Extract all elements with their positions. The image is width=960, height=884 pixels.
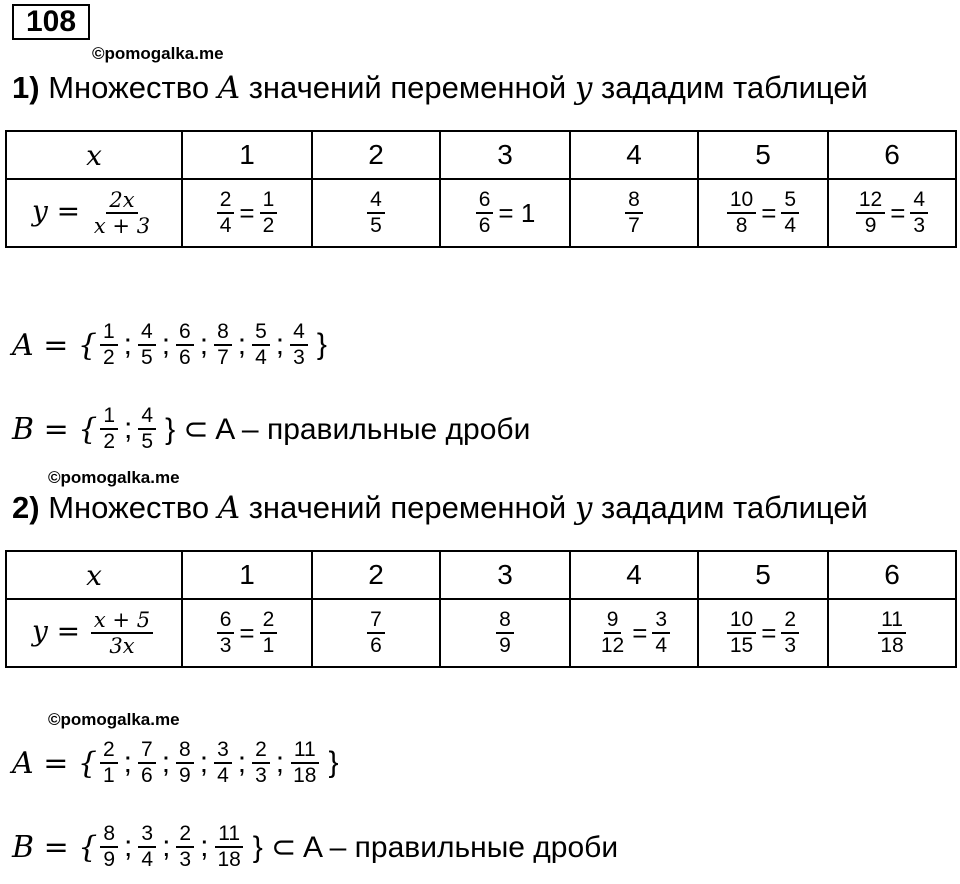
fraction-denominator: 3 [255, 764, 267, 787]
fraction [138, 738, 156, 788]
fraction-numerator: 3 [214, 738, 232, 764]
part1-x-cell: 3 [440, 131, 570, 179]
fraction-numerator: 1 [100, 404, 118, 430]
fraction-numerator: 5 [252, 320, 270, 346]
part2-y-formula-cell [6, 599, 182, 667]
fraction [910, 188, 928, 238]
fraction [138, 320, 156, 370]
fraction-numerator: 7 [367, 608, 385, 634]
fraction-denominator: 4 [655, 634, 668, 657]
fraction-numerator: 2 [260, 608, 278, 634]
fraction [214, 738, 232, 788]
set-suffix: } ⊂ A – правильные дроби [165, 412, 531, 446]
fraction-numerator: 5 [781, 188, 799, 214]
part1-y-cell [698, 179, 828, 247]
part1-heading-pre: Множество [39, 70, 218, 105]
fraction [290, 738, 319, 788]
fraction-numerator: 4 [138, 404, 156, 430]
part2-set-A [12, 738, 339, 788]
part1-set-letter: A [217, 70, 241, 106]
fraction-numerator: 6 [476, 188, 494, 214]
part2-y-cell [440, 599, 570, 667]
fraction-denominator: 18 [880, 634, 904, 657]
fraction [727, 188, 756, 238]
equals-sign: = [890, 197, 906, 228]
fraction-denominator: 3 [293, 346, 305, 369]
part2-x-row [6, 551, 956, 599]
fraction [476, 188, 494, 238]
set-prefix: A = { [12, 327, 97, 363]
part1-x-cell: 5 [698, 131, 828, 179]
fraction [260, 188, 278, 238]
fraction [367, 608, 385, 658]
fraction-denominator: 7 [628, 214, 640, 237]
fraction-numerator: 11 [215, 822, 243, 848]
part1-x-cell: 6 [828, 131, 956, 179]
fraction-denominator: 2 [103, 430, 116, 453]
fraction-numerator: 2 [100, 738, 118, 764]
fraction [100, 320, 118, 370]
set-prefix: B = { [12, 411, 98, 447]
fraction-numerator: 3 [652, 608, 670, 634]
fraction-denominator: 1 [262, 634, 275, 657]
part2-variable: y [574, 490, 593, 526]
separator: ; [275, 328, 285, 361]
part1-x-row [6, 131, 956, 179]
part1-y-formula: $\frac{2x}{x + 3}$ [93, 188, 151, 238]
problem-number-badge: 108 [12, 4, 90, 40]
fraction-numerator: 8 [496, 608, 514, 634]
separator: ; [237, 328, 247, 361]
fraction-denominator: 4 [255, 346, 267, 369]
fraction [496, 608, 514, 658]
separator: ; [200, 830, 209, 863]
separator: ; [162, 830, 171, 863]
separator: ; [275, 746, 285, 779]
fraction-denominator: 4 [784, 214, 797, 237]
fraction [856, 188, 885, 238]
fraction-numerator: 8 [100, 822, 118, 848]
part1-set-A [12, 320, 327, 370]
fraction-numerator: 6 [217, 608, 235, 634]
part1-y-row [6, 179, 956, 247]
fraction [100, 822, 118, 872]
part2-x-cell: 5 [698, 551, 828, 599]
part2-heading [12, 490, 868, 526]
fraction-denominator: 9 [864, 214, 877, 237]
fraction-denominator: 15 [729, 634, 754, 657]
part1-heading [12, 70, 868, 106]
fraction-numerator: 2 [217, 188, 235, 214]
fraction-numerator: 8 [176, 738, 194, 764]
part2-x-cell: 2 [312, 551, 440, 599]
part2-set-letter: A [217, 490, 241, 526]
watermark: ©pomogalka.me [48, 710, 180, 729]
fraction [877, 608, 906, 658]
set-prefix: A = { [12, 745, 97, 781]
fraction-numerator: 10 [727, 608, 756, 634]
fraction-numerator: 11 [878, 608, 906, 634]
fraction-denominator: 2 [262, 214, 275, 237]
part1-y-cell [440, 179, 570, 247]
separator: ; [124, 830, 133, 863]
fraction-denominator: 1 [102, 764, 115, 787]
part1-heading-post: зададим таблицей [592, 70, 868, 105]
fraction [100, 404, 118, 454]
fraction-denominator: 4 [219, 214, 232, 237]
fraction-numerator: 9 [604, 608, 622, 634]
equals-sign: = [239, 197, 255, 228]
part1-y-cell [828, 179, 956, 247]
fraction-numerator: 12 [856, 188, 885, 214]
part2-x-cell: 1 [182, 551, 312, 599]
equals-sign: = [239, 617, 255, 648]
fraction-numerator: 4 [910, 188, 928, 214]
part2-x-cell: 4 [570, 551, 698, 599]
fraction-denominator: 5 [141, 430, 154, 453]
fraction-numerator: 7 [138, 738, 156, 764]
fraction-denominator: 9 [103, 848, 116, 871]
fraction-denominator: 9 [179, 764, 191, 787]
part2-heading-mid: значений переменной [240, 490, 575, 525]
set-suffix: } [328, 746, 339, 779]
part1-y-cell [570, 179, 698, 247]
part2-set-B [12, 822, 618, 872]
equals-sign: = [761, 197, 777, 228]
part1-x-cell: 2 [312, 131, 440, 179]
fraction-numerator: 4 [290, 320, 308, 346]
fraction-numerator: 3 [138, 822, 156, 848]
fraction [217, 188, 235, 238]
part1-heading-mid: значений переменной [240, 70, 575, 105]
part2-y-formula: $\frac{x + 5}{3x}$ [91, 608, 153, 658]
fraction [781, 188, 799, 238]
fraction-denominator: 4 [141, 848, 154, 871]
separator: ; [199, 328, 209, 361]
separator: ; [199, 746, 209, 779]
part1-set-B [12, 404, 530, 454]
fraction [217, 608, 235, 658]
part2-x-label: x [6, 551, 182, 599]
fraction-denominator: 6 [141, 764, 153, 787]
fraction-denominator: 8 [735, 214, 748, 237]
fraction-denominator: 18 [293, 764, 317, 787]
watermark: ©pomogalka.me [92, 44, 224, 63]
part2-y-cell [182, 599, 312, 667]
fraction-denominator: 6 [179, 346, 191, 369]
equals-sign: = [632, 617, 648, 648]
fraction-numerator: 8 [625, 188, 643, 214]
fraction [176, 738, 194, 788]
fraction [176, 320, 194, 370]
part2-heading-pre: Множество [39, 490, 218, 525]
fraction [252, 738, 270, 788]
fraction-denominator: 3 [179, 848, 192, 871]
fraction-numerator: 6 [176, 320, 194, 346]
set-suffix: } ⊂ A – правильные дроби [252, 830, 619, 864]
fraction-numerator: 1 [100, 320, 118, 346]
equals-sign: = [761, 617, 777, 648]
part2-y-label: y = [31, 614, 81, 648]
fraction-denominator: 7 [217, 346, 229, 369]
fraction [138, 404, 156, 454]
fraction [100, 738, 118, 788]
fraction [781, 608, 799, 658]
part2-y-row [6, 599, 956, 667]
fraction [652, 608, 670, 658]
separator: ; [124, 412, 133, 445]
fraction-denominator: 4 [217, 764, 229, 787]
fraction [176, 822, 194, 872]
fraction-numerator: 4 [367, 188, 385, 214]
part1-variable: y [574, 70, 593, 106]
fraction-denominator: 12 [600, 634, 625, 657]
fraction-numerator: 11 [291, 738, 319, 764]
fraction-numerator: 2 [781, 608, 799, 634]
fraction [252, 320, 270, 370]
fraction-numerator: 10 [727, 188, 756, 214]
part2-y-cell [570, 599, 698, 667]
fraction-numerator: 8 [214, 320, 232, 346]
separator: ; [123, 746, 132, 779]
separator: ; [161, 746, 171, 779]
fraction-numerator: 2 [176, 822, 194, 848]
set-suffix: } [316, 328, 327, 361]
fraction [138, 822, 156, 872]
separator: ; [123, 328, 132, 361]
fraction-denominator: 3 [219, 634, 232, 657]
part1-y-cell [182, 179, 312, 247]
fraction-denominator: 5 [141, 346, 153, 369]
equals-sign: = 1 [498, 197, 536, 228]
part2-y-cell [698, 599, 828, 667]
part1-x-cell: 1 [182, 131, 312, 179]
part2-y-cell [828, 599, 956, 667]
part1-y-formula-cell [6, 179, 182, 247]
part1-x-label: x [6, 131, 182, 179]
fraction-denominator: 2 [102, 346, 115, 369]
part2-y-cell [312, 599, 440, 667]
fraction [214, 320, 232, 370]
fraction [260, 608, 278, 658]
part2-x-cell: 3 [440, 551, 570, 599]
part1-table [5, 130, 957, 248]
fraction-denominator: 5 [370, 214, 382, 237]
fraction [290, 320, 308, 370]
part2-number: 2) [12, 490, 40, 525]
fraction-numerator: 2 [252, 738, 270, 764]
fraction-denominator: 3 [784, 634, 797, 657]
fraction [598, 608, 627, 658]
separator: ; [237, 746, 247, 779]
part2-table [5, 550, 957, 668]
part1-x-cell: 4 [570, 131, 698, 179]
fraction [727, 608, 756, 658]
part2-x-cell: 6 [828, 551, 956, 599]
set-prefix: B = { [12, 829, 98, 865]
fraction [625, 188, 643, 238]
fraction-denominator: 18 [217, 848, 241, 871]
part1-number: 1) [12, 70, 40, 105]
fraction-numerator: 4 [138, 320, 156, 346]
fraction-denominator: 6 [478, 214, 491, 237]
separator: ; [161, 328, 171, 361]
fraction [214, 822, 243, 872]
part1-y-label: y = [31, 194, 81, 228]
part1-y-cell [312, 179, 440, 247]
fraction [367, 188, 385, 238]
part2-heading-post: зададим таблицей [592, 490, 868, 525]
fraction-denominator: 9 [499, 634, 511, 657]
watermark: ©pomogalka.me [48, 468, 180, 487]
fraction-numerator: 1 [260, 188, 278, 214]
fraction-denominator: 3 [913, 214, 926, 237]
fraction-denominator: 6 [370, 634, 382, 657]
